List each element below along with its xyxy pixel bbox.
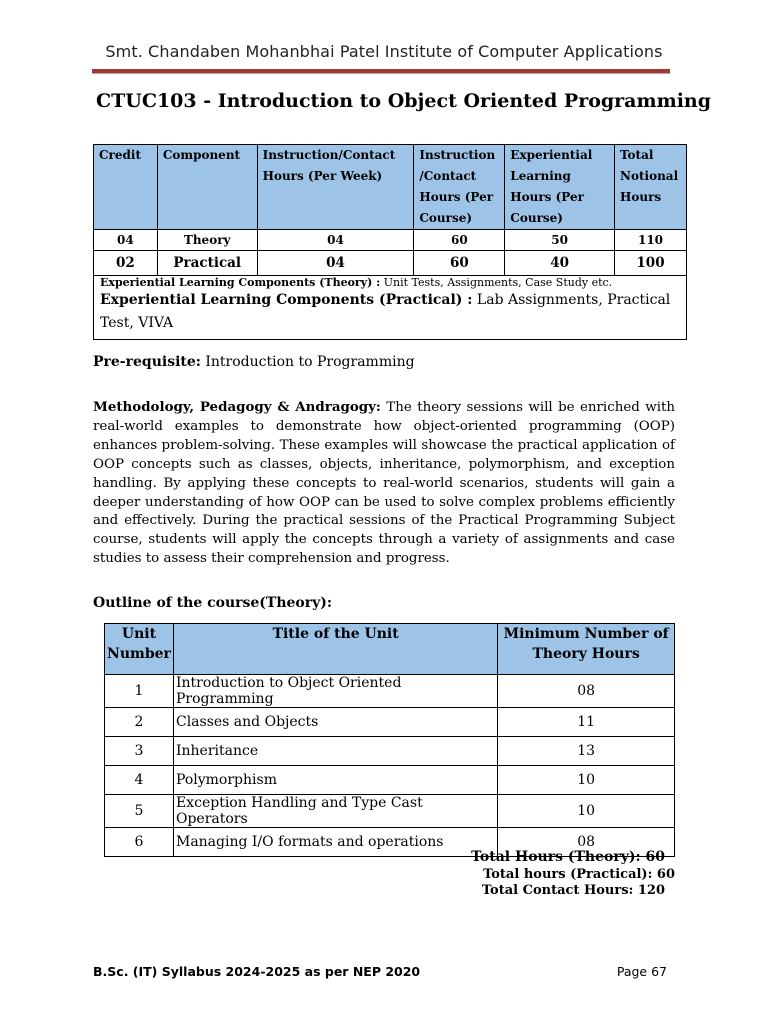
outline-title: Outline of the course(Theory): bbox=[93, 595, 333, 611]
unit-hours: 10 bbox=[498, 766, 675, 795]
credit-header-cell: Instruction/Contact Hours (Per Week) bbox=[257, 145, 414, 230]
prerequisite bbox=[93, 354, 415, 370]
units-header-cell: Minimum Number of Theory Hours bbox=[498, 624, 675, 675]
unit-title: Classes and Objects bbox=[173, 708, 497, 737]
credit-table bbox=[93, 144, 687, 340]
credit-cell: Theory bbox=[157, 230, 257, 251]
unit-number: 6 bbox=[105, 828, 174, 857]
total-theory-hours: Total Hours (Theory): 60 bbox=[471, 849, 665, 865]
credit-cell: 110 bbox=[615, 230, 687, 251]
experiential-theory-value: Unit Tests, Assignments, Case Study etc. bbox=[380, 276, 613, 289]
unit-number: 2 bbox=[105, 708, 174, 737]
credit-cell: 50 bbox=[505, 230, 615, 251]
credit-cell: 60 bbox=[414, 251, 505, 276]
unit-hours: 13 bbox=[498, 737, 675, 766]
unit-number: 4 bbox=[105, 766, 174, 795]
unit-title: Managing I/O formats and operations bbox=[173, 828, 497, 857]
unit-hours: 08 bbox=[498, 675, 675, 708]
credit-cell: 100 bbox=[615, 251, 687, 276]
methodology-text: The theory sessions will be enriched with real-world examples to demonstrate how object-oriented programming (OOP) enhances problem-solving. These examples will showcase the practical application of OOP concepts such as classes, objects, inheritance, polymorphism, and exception handling. By applying these concepts to real-world scenarios, students will gain a deeper understanding of how OOP can be used to solve complex problems efficiently and effectively. During the practical sessions of the Practical Programming Subject course, students will apply the concepts through a variety of assignments and case studies to assess their comprehension and progress. bbox=[93, 400, 675, 567]
units-table bbox=[104, 623, 675, 857]
credit-header-cell: Component bbox=[157, 145, 257, 230]
credit-cell: Practical bbox=[157, 251, 257, 276]
footer-syllabus: B.Sc. (IT) Syllabus 2024-2025 as per NEP 2020 bbox=[93, 964, 421, 979]
credit-cell: 40 bbox=[505, 251, 615, 276]
prerequisite-value: Introduction to Programming bbox=[200, 354, 415, 370]
unit-number: 5 bbox=[105, 795, 174, 828]
table-row bbox=[105, 737, 675, 766]
credit-cell: 04 bbox=[94, 230, 158, 251]
experiential-theory bbox=[100, 276, 680, 289]
credit-header-cell: Instruction /Contact Hours (Per Course) bbox=[414, 145, 505, 230]
unit-hours: 11 bbox=[498, 708, 675, 737]
unit-title: Introduction to Object Oriented Programming bbox=[173, 675, 497, 708]
unit-title: Exception Handling and Type Cast Operators bbox=[173, 795, 497, 828]
unit-number: 3 bbox=[105, 737, 174, 766]
experiential-practical-label: Experiential Learning Components (Practical) : bbox=[100, 292, 473, 308]
table-row bbox=[105, 795, 675, 828]
credit-table-header bbox=[94, 145, 687, 230]
credit-cell: 60 bbox=[414, 230, 505, 251]
credit-header-cell: Credit bbox=[94, 145, 158, 230]
table-row bbox=[105, 708, 675, 737]
unit-hours: 08 bbox=[498, 828, 675, 857]
credit-row-theory bbox=[94, 230, 687, 251]
experiential-practical-value: Lab Assignments, Practical Test, VIVA bbox=[100, 292, 671, 331]
units-header-cell: Title of the Unit bbox=[173, 624, 497, 675]
credit-row-practical bbox=[94, 251, 687, 276]
credit-header-cell: Total Notional Hours bbox=[615, 145, 687, 230]
unit-title: Inheritance bbox=[173, 737, 497, 766]
methodology-paragraph bbox=[93, 398, 675, 569]
unit-number: 1 bbox=[105, 675, 174, 708]
course-title: CTUC103 - Introduction to Object Oriented Programming bbox=[96, 90, 712, 112]
credit-header-cell: Experiential Learning Hours (Per Course) bbox=[505, 145, 615, 230]
credit-cell: 04 bbox=[257, 251, 414, 276]
credit-cell: 04 bbox=[257, 230, 414, 251]
table-row bbox=[105, 766, 675, 795]
footer-page-number: Page 67 bbox=[616, 964, 667, 979]
prerequisite-label: Pre-requisite: bbox=[93, 354, 201, 370]
experiential-practical bbox=[100, 289, 680, 339]
table-row bbox=[105, 675, 675, 708]
total-contact-hours: Total Contact Hours: 120 bbox=[481, 883, 665, 898]
units-header-cell: Unit Number bbox=[105, 624, 174, 675]
methodology-label: Methodology, Pedagogy & Andragogy: bbox=[93, 399, 381, 415]
total-practical-hours: Total hours (Practical): 60 bbox=[483, 867, 675, 882]
experiential-components-cell bbox=[94, 276, 687, 340]
units-table-header bbox=[105, 624, 675, 675]
credit-cell: 02 bbox=[94, 251, 158, 276]
header-divider bbox=[92, 69, 670, 74]
unit-hours: 10 bbox=[498, 795, 675, 828]
experiential-components-row bbox=[94, 276, 687, 340]
unit-title: Polymorphism bbox=[173, 766, 497, 795]
institute-header: Smt. Chandaben Mohanbhai Patel Institute of Computer Applications bbox=[105, 42, 663, 61]
experiential-theory-label: Experiential Learning Components (Theory) : bbox=[100, 276, 381, 289]
